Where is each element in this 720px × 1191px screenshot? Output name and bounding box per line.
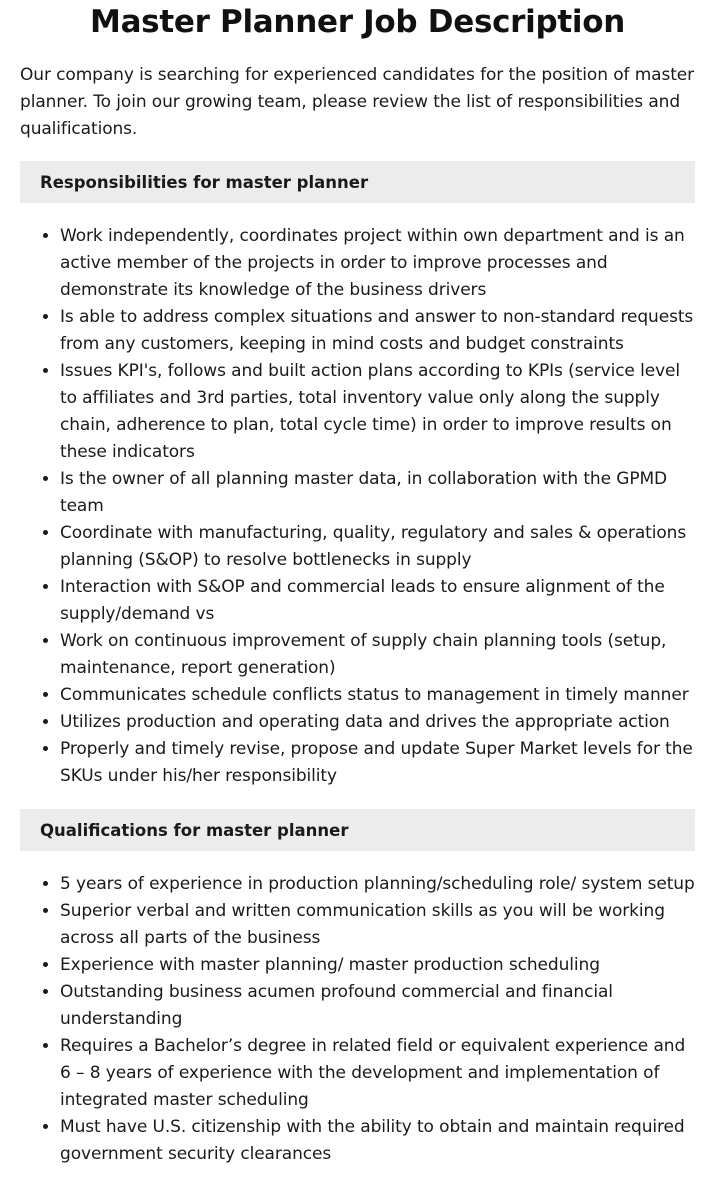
intro-paragraph: Our company is searching for experienced candidates for the position of master planner. To join our growing team, please review the list of responsibilities and qualifications.	[20, 65, 695, 139]
list-item: • 5 years of experience in production planning/scheduling role/ system setup	[60, 871, 695, 898]
list-item: • Work independently, coordinates project within own department and is an active member of the projects in order to improve processes and demonstrate its knowledge of the business drivers	[60, 223, 695, 304]
responsibilities-list	[20, 223, 695, 790]
list-item: • Experience with master planning/ master production scheduling	[60, 952, 695, 979]
list-item: • Communicates schedule conflicts status to management in timely manner	[60, 682, 695, 709]
list-item: • Work on continuous improvement of supply chain planning tools (setup, maintenance, report generation)	[60, 628, 695, 682]
qualifications-heading: Qualifications for master planner	[20, 809, 695, 851]
list-item: • Is the owner of all planning master data, in collaboration with the GPMD team	[60, 466, 695, 520]
list-item: • Requires a Bachelor’s degree in related field or equivalent experience and 6 – 8 years of experience with the development and implementation of integrated master scheduling	[60, 1033, 695, 1114]
list-item: • Is able to address complex situations and answer to non-standard requests from any customers, keeping in mind costs and budget constraints	[60, 304, 695, 358]
qualifications-list	[20, 871, 695, 1168]
list-item: • Issues KPI's, follows and built action plans according to KPIs (service level to affiliates and 3rd parties, total inventory value only along the supply chain, adherence to plan, total cycle time) in order to improve results on these indicators	[60, 358, 695, 466]
list-item: • Must have U.S. citizenship with the ability to obtain and maintain required government security clearances	[60, 1114, 695, 1168]
list-item: • Properly and timely revise, propose and update Super Market levels for the SKUs under his/her responsibility	[60, 736, 695, 790]
page-title: Master Planner Job Description	[90, 4, 625, 40]
list-item: • Superior verbal and written communication skills as you will be working across all parts of the business	[60, 898, 695, 952]
responsibilities-heading: Responsibilities for master planner	[20, 161, 695, 203]
list-item: • Outstanding business acumen profound commercial and financial understanding	[60, 979, 695, 1033]
list-item: • Coordinate with manufacturing, quality, regulatory and sales & operations planning (S&OP) to resolve bottlenecks in supply	[60, 520, 695, 574]
list-item: • Interaction with S&OP and commercial leads to ensure alignment of the supply/demand vs	[60, 574, 695, 628]
list-item: • Utilizes production and operating data and drives the appropriate action	[60, 709, 695, 736]
